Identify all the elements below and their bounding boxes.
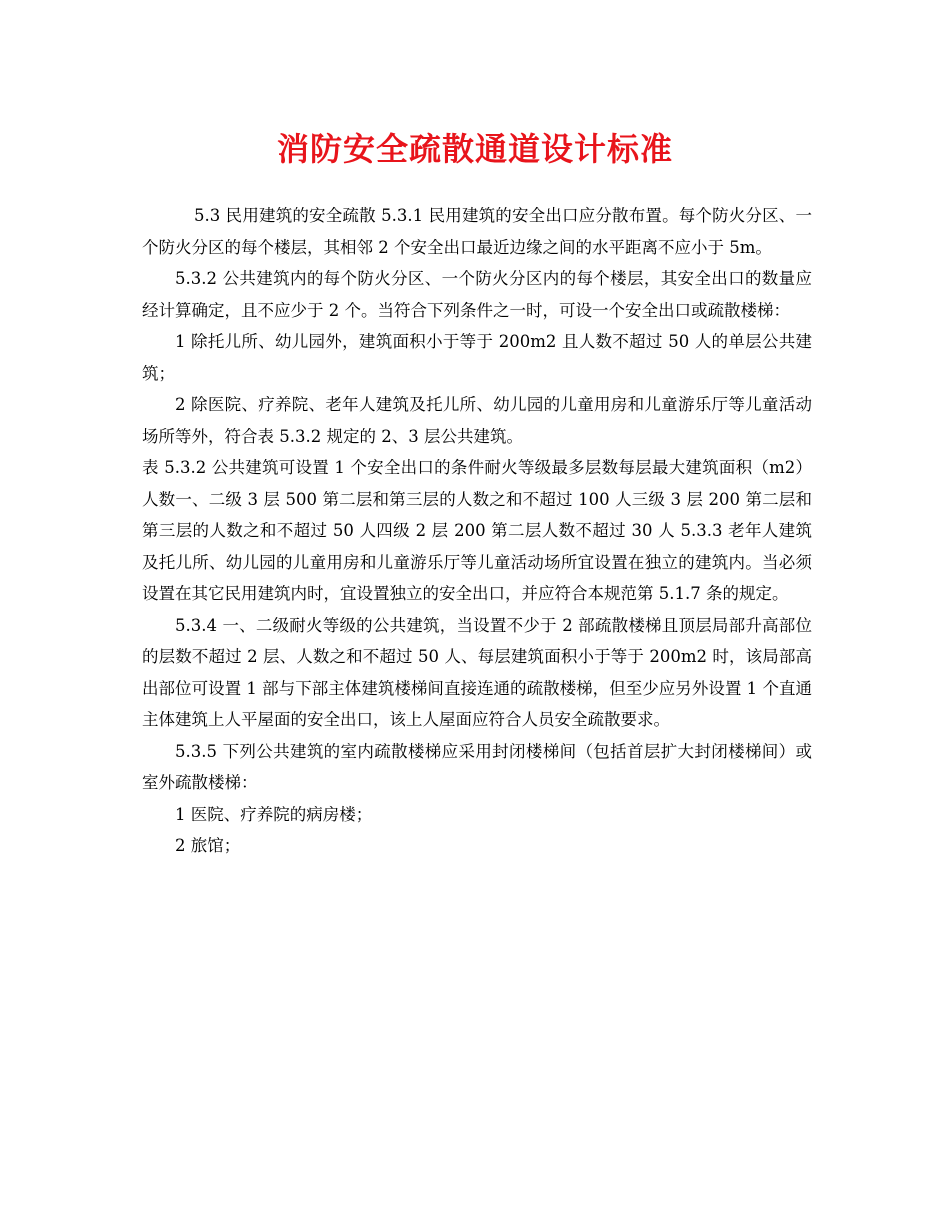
document-body [142,200,812,862]
paragraph-table-5-3-2: 表 5.3.2 公共建筑可设置 1 个安全出口的条件耐火等级最多层数每层最大建筑面积（m2）人数一、二级 3 层 500 第二层和第三层的人数之和不超过 100 人三级 3 层 200 第二层和第三层的人数之和不超过 50 人四级 2 层 200 第二层人数不超过 30 人 5.3.3 老年人建筑及托儿所、幼儿园的儿童用房和儿童游乐厅等儿童活动场所宜设置在独立的建筑内。当必须设置在其它民用建筑内时，宜设置独立的安全出口，并应符合本规范第 5.1.7 条的规定。 [142,458,812,603]
list-item-hotel: 2 旅馆； [175,836,241,855]
paragraph-condition-2: 2 除医院、疗养院、老年人建筑及托儿所、幼儿园的儿童用房和儿童游乐厅等儿童活动场所等外，符合表 5.3.2 规定的 2、3 层公共建筑。 [142,395,812,446]
paragraph-5-3-4: 5.3.4 一、二级耐火等级的公共建筑，当设置不少于 2 部疏散楼梯且顶层局部升高部位的层数不超过 2 层、人数之和不超过 50 人、每层建筑面积小于等于 200m2 时，该局部高出部位可设置 1 部与下部主体建筑楼梯间直接连通的疏散楼梯，但至少应另外设置 1 个直通主体建筑上人平屋面的安全出口，该上人屋面应符合人员安全疏散要求。 [142,615,812,729]
paragraph-5-3-1: 5.3 民用建筑的安全疏散 5.3.1 民用建筑的安全出口应分散布置。每个防火分区、一个防火分区的每个楼层，其相邻 2 个安全出口最近边缘之间的水平距离不应小于 5m。 [142,206,812,257]
document-title: 消防安全疏散通道设计标准 [276,130,673,168]
paragraph-5-3-5: 5.3.5 下列公共建筑的室内疏散楼梯应采用封闭楼梯间（包括首层扩大封闭楼梯间）或室外疏散楼梯： [142,741,812,792]
list-item-hospital: 1 医院、疗养院的病房楼； [175,804,373,824]
paragraph-condition-1: 1 除托儿所、幼儿园外，建筑面积小于等于 200m2 且人数不超过 50 人的单层公共建筑； [142,332,812,383]
paragraph-5-3-2: 5.3.2 公共建筑内的每个防火分区、一个防火分区内的每个楼层，其安全出口的数量应经计算确定，且不应少于 2 个。当符合下列条件之一时，可设一个安全出口或疏散楼梯： [142,269,812,320]
